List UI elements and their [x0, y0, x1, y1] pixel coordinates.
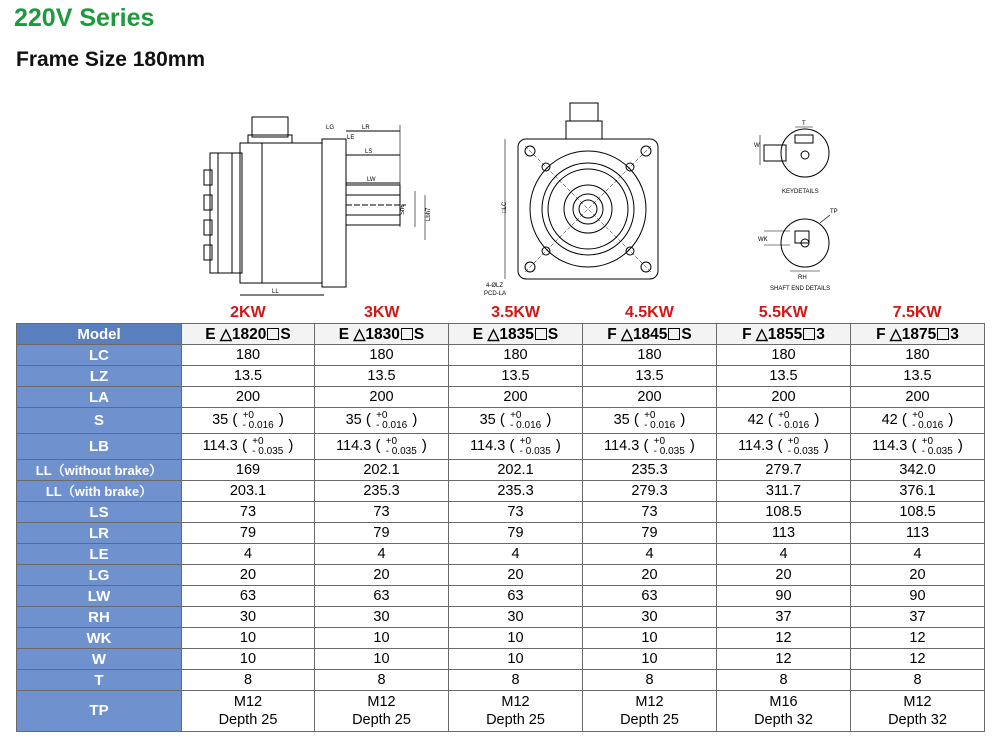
spec-value: 342.0	[851, 460, 985, 481]
tolerance: +0 - 0.016	[376, 409, 408, 431]
spec-value: 200	[449, 387, 583, 408]
spec-value: 180	[851, 345, 985, 366]
model-prefix: F	[742, 325, 752, 343]
label-le: LE	[347, 135, 355, 141]
tolerance-value: 35 ( +0 - 0.016 )	[583, 408, 717, 434]
tolerance: +0 - 0.016	[912, 409, 944, 431]
model-number: 1820	[231, 325, 267, 343]
thread-depth: Depth 25	[352, 712, 411, 728]
spec-value: 8	[182, 670, 315, 691]
spec-row	[17, 586, 985, 607]
spec-value: 20	[449, 565, 583, 586]
row-label: T	[17, 670, 182, 691]
row-label: LE	[17, 544, 182, 565]
spec-value: 12	[851, 649, 985, 670]
spec-value: 200	[717, 387, 851, 408]
spec-value: 200	[182, 387, 315, 408]
spec-value: 79	[449, 523, 583, 544]
row-label: LL（without brake）	[17, 460, 182, 481]
tolerance-value: 42 ( +0 - 0.016 )	[851, 408, 985, 434]
model-suffix: 3	[816, 325, 825, 343]
spec-value: 90	[717, 586, 851, 607]
shaft-end-title: SHAFT END DETAILS	[770, 286, 831, 292]
model-prefix: F	[876, 325, 886, 343]
tp-value	[315, 691, 449, 732]
spec-row	[17, 387, 985, 408]
spec-value: 12	[717, 649, 851, 670]
spec-value: 13.5	[315, 366, 449, 387]
spec-value: 180	[583, 345, 717, 366]
model-cell	[315, 324, 449, 345]
spec-value: 10	[583, 628, 717, 649]
spec-value: 37	[717, 607, 851, 628]
spec-value: 113	[717, 523, 851, 544]
spec-value: 200	[851, 387, 985, 408]
nominal-value: 114.3	[202, 438, 238, 455]
tolerance: +0 - 0.035	[921, 435, 953, 457]
spec-row	[17, 565, 985, 586]
spec-value: 203.1	[182, 481, 315, 502]
label-pcd-la: PCD-LA	[484, 291, 507, 297]
shaft-end-drawing	[764, 215, 830, 271]
tolerance-value: 35 ( +0 - 0.016 )	[182, 408, 315, 434]
spec-value: 4	[182, 544, 315, 565]
spec-value: 20	[583, 565, 717, 586]
spec-value: 79	[583, 523, 717, 544]
spec-value: 8	[449, 670, 583, 691]
tolerance: +0 - 0.016	[242, 409, 274, 431]
thread-size: M12	[233, 694, 263, 710]
thread-depth: Depth 32	[754, 712, 813, 728]
spec-value: 8	[315, 670, 449, 691]
thread-size: M16	[769, 694, 798, 710]
power-rating: 7.5KW	[892, 304, 942, 321]
tolerance-value: 114.3 ( +0 - 0.035 )	[851, 434, 985, 460]
label-wk: WK	[758, 237, 768, 243]
spec-row	[17, 649, 985, 670]
spec-value: 37	[851, 607, 985, 628]
spec-value: 63	[583, 586, 717, 607]
tolerance-value: 35 ( +0 - 0.016 )	[449, 408, 583, 434]
spec-value: 108.5	[851, 502, 985, 523]
model-suffix: S	[681, 325, 692, 343]
power-ratings-row	[181, 304, 984, 322]
spec-value: 12	[717, 628, 851, 649]
nominal-value: 42	[747, 412, 764, 429]
power-rating: 4.5KW	[624, 304, 674, 321]
spec-value: 10	[449, 649, 583, 670]
model-prefix: F	[607, 325, 617, 343]
spec-row	[17, 345, 985, 366]
nominal-value: 114.3	[470, 438, 506, 455]
spec-value: 79	[182, 523, 315, 544]
power-rating: 2KW	[230, 304, 266, 321]
spec-value: 30	[449, 607, 583, 628]
model-cell	[449, 324, 583, 345]
tolerance-value: 114.3 ( +0 - 0.035 )	[315, 434, 449, 460]
spec-value: 4	[717, 544, 851, 565]
tp-value	[182, 691, 315, 732]
row-label: LL（with brake）	[17, 481, 182, 502]
square-symbol	[668, 328, 680, 340]
triangle-symbol: △	[349, 325, 366, 343]
spec-value: 20	[182, 565, 315, 586]
tolerance: +0 - 0.035	[653, 435, 685, 457]
label-sh6: Sh6	[400, 204, 406, 215]
label-t: T	[802, 121, 806, 127]
nominal-value: 114.3	[738, 438, 774, 455]
key-details-drawing	[760, 127, 829, 177]
tolerance: +0 - 0.035	[787, 435, 819, 457]
model-number: 1830	[365, 325, 400, 343]
triangle-symbol: △	[215, 325, 232, 343]
spec-value: 202.1	[315, 460, 449, 481]
spec-row-tp	[17, 691, 985, 732]
nominal-value: 35	[345, 412, 362, 429]
model-suffix: S	[547, 325, 559, 343]
spec-value: 235.3	[449, 481, 583, 502]
tp-value	[851, 691, 985, 732]
spec-value: 30	[583, 607, 717, 628]
spec-value: 169	[182, 460, 315, 481]
spec-value: 13.5	[717, 366, 851, 387]
spec-value: 13.5	[182, 366, 315, 387]
model-number: 1845	[632, 325, 668, 343]
row-label: LS	[17, 502, 182, 523]
spec-row	[17, 628, 985, 649]
thread-depth: Depth 32	[888, 712, 947, 728]
nominal-value: 114.3	[336, 438, 372, 455]
row-label: WK	[17, 628, 182, 649]
square-symbol	[803, 328, 815, 340]
label-lz: 4-ØLZ	[486, 283, 504, 289]
tolerance-value: 114.3 ( +0 - 0.035 )	[583, 434, 717, 460]
square-symbol	[937, 328, 949, 340]
spec-row	[17, 523, 985, 544]
label-ll: LL	[272, 289, 279, 295]
tolerance: +0 - 0.016	[778, 409, 810, 431]
nominal-value: 114.3	[604, 438, 640, 455]
tolerance-value: 114.3 ( +0 - 0.035 )	[182, 434, 315, 460]
spec-value: 8	[851, 670, 985, 691]
power-rating: 5.5KW	[758, 304, 808, 321]
spec-value: 180	[182, 345, 315, 366]
row-label: LZ	[17, 366, 182, 387]
spec-value: 4	[449, 544, 583, 565]
tp-value	[583, 691, 717, 732]
tolerance: +0 - 0.016	[510, 409, 542, 431]
model-row	[17, 324, 985, 345]
dimension-drawings	[0, 95, 1000, 310]
spec-row	[17, 366, 985, 387]
nominal-value: 114.3	[872, 438, 908, 455]
nominal-value: 35	[613, 412, 630, 429]
triangle-symbol: △	[885, 325, 902, 343]
thread-size: M12	[367, 694, 396, 710]
square-symbol	[267, 328, 279, 340]
nominal-value: 35	[479, 412, 496, 429]
model-suffix: 3	[950, 325, 959, 343]
thread-size: M12	[501, 694, 530, 710]
spec-value: 279.7	[717, 460, 851, 481]
tolerance-value: 42 ( +0 - 0.016 )	[717, 408, 851, 434]
row-label: LW	[17, 586, 182, 607]
row-label: LR	[17, 523, 182, 544]
motor-front-view	[505, 103, 658, 279]
model-suffix: S	[280, 325, 291, 343]
spec-value: 13.5	[583, 366, 717, 387]
spec-value: 279.3	[583, 481, 717, 502]
spec-value: 4	[851, 544, 985, 565]
spec-value: 8	[717, 670, 851, 691]
square-symbol	[535, 328, 547, 340]
spec-row	[17, 502, 985, 523]
label-lw: LW	[367, 177, 376, 183]
tolerance-value: 114.3 ( +0 - 0.035 )	[717, 434, 851, 460]
model-suffix: S	[413, 325, 425, 343]
thread-size: M12	[635, 694, 664, 710]
spec-value: 10	[583, 649, 717, 670]
triangle-symbol: △	[751, 325, 768, 343]
spec-value: 20	[717, 565, 851, 586]
tolerance: +0 - 0.035	[385, 435, 417, 457]
spec-row	[17, 670, 985, 691]
spec-row	[17, 434, 985, 460]
tolerance: +0 - 0.035	[519, 435, 551, 457]
nominal-value: 35	[212, 412, 229, 429]
key-details-title: KEYDETAILS	[782, 189, 819, 195]
triangle-symbol: △	[483, 325, 500, 343]
spec-value: 73	[315, 502, 449, 523]
spec-value: 63	[315, 586, 449, 607]
spec-value: 73	[583, 502, 717, 523]
row-label: LC	[17, 345, 182, 366]
model-cell	[182, 324, 315, 345]
model-cell	[851, 324, 985, 345]
spec-value: 376.1	[851, 481, 985, 502]
frame-size-title: Frame Size 180mm	[16, 48, 206, 71]
row-label: LB	[17, 434, 182, 460]
spec-value: 113	[851, 523, 985, 544]
label-lr: LR	[362, 125, 370, 131]
spec-value: 20	[851, 565, 985, 586]
spec-value: 20	[315, 565, 449, 586]
spec-row	[17, 544, 985, 565]
spec-value: 10	[449, 628, 583, 649]
model-prefix: E	[338, 325, 350, 343]
tp-value	[449, 691, 583, 732]
spec-row	[17, 607, 985, 628]
row-label: LG	[17, 565, 182, 586]
spec-value: 180	[315, 345, 449, 366]
spec-value: 79	[315, 523, 449, 544]
tolerance-value: 35 ( +0 - 0.016 )	[315, 408, 449, 434]
label-w: W	[754, 143, 760, 149]
tolerance-value: 114.3 ( +0 - 0.035 )	[449, 434, 583, 460]
spec-value: 10	[315, 649, 449, 670]
tolerance: +0 - 0.035	[252, 435, 284, 457]
spec-value: 235.3	[583, 460, 717, 481]
triangle-symbol: △	[616, 325, 633, 343]
spec-value: 4	[315, 544, 449, 565]
spec-row	[17, 460, 985, 481]
spec-value: 63	[182, 586, 315, 607]
model-prefix: E	[205, 325, 216, 343]
row-label: RH	[17, 607, 182, 628]
spec-value: 311.7	[717, 481, 851, 502]
spec-value: 10	[182, 649, 315, 670]
label-rh: RH	[798, 275, 807, 281]
thread-depth: Depth 25	[486, 712, 545, 728]
spec-value: 180	[717, 345, 851, 366]
motor-side-view	[204, 117, 425, 295]
model-cell	[583, 324, 717, 345]
spec-value: 10	[182, 628, 315, 649]
spec-value: 90	[851, 586, 985, 607]
tolerance: +0 - 0.016	[644, 409, 676, 431]
model-cell	[717, 324, 851, 345]
square-symbol	[401, 328, 413, 340]
spec-row	[17, 481, 985, 502]
spec-value: 202.1	[449, 460, 583, 481]
spec-value: 63	[449, 586, 583, 607]
spec-value: 13.5	[851, 366, 985, 387]
spec-value: 13.5	[449, 366, 583, 387]
spec-row	[17, 408, 985, 434]
power-rating: 3.5KW	[491, 304, 541, 321]
spec-value: 8	[583, 670, 717, 691]
tp-value	[717, 691, 851, 732]
spec-value: 200	[315, 387, 449, 408]
model-prefix: E	[472, 325, 484, 343]
spec-value: 73	[449, 502, 583, 523]
label-tp: TP	[830, 209, 838, 215]
label-lc: □LC	[502, 201, 508, 213]
spec-value: 200	[583, 387, 717, 408]
spec-value: 108.5	[717, 502, 851, 523]
spec-value: 12	[851, 628, 985, 649]
power-rating: 3KW	[363, 304, 400, 321]
row-label: S	[17, 408, 182, 434]
thread-depth: Depth 25	[620, 712, 679, 728]
spec-value: 10	[315, 628, 449, 649]
row-label: TP	[17, 691, 182, 732]
spec-value: 235.3	[315, 481, 449, 502]
spec-value: 30	[182, 607, 315, 628]
spec-value: 30	[315, 607, 449, 628]
model-number: 1835	[499, 325, 534, 343]
model-number: 1855	[767, 325, 803, 343]
row-label: Model	[17, 324, 182, 345]
thread-size: M12	[903, 694, 932, 710]
row-label: W	[17, 649, 182, 670]
label-ls: LS	[365, 149, 373, 155]
row-label: LA	[17, 387, 182, 408]
spec-table	[16, 323, 985, 732]
thread-depth: Depth 25	[218, 712, 278, 728]
spec-value: 4	[583, 544, 717, 565]
spec-value: 180	[449, 345, 583, 366]
spec-value: 73	[182, 502, 315, 523]
model-number: 1875	[901, 325, 937, 343]
label-lbh7: Lbh7	[426, 207, 432, 221]
series-title: 220V Series	[14, 4, 155, 32]
label-lg: LG	[326, 125, 335, 131]
nominal-value: 42	[881, 412, 898, 429]
